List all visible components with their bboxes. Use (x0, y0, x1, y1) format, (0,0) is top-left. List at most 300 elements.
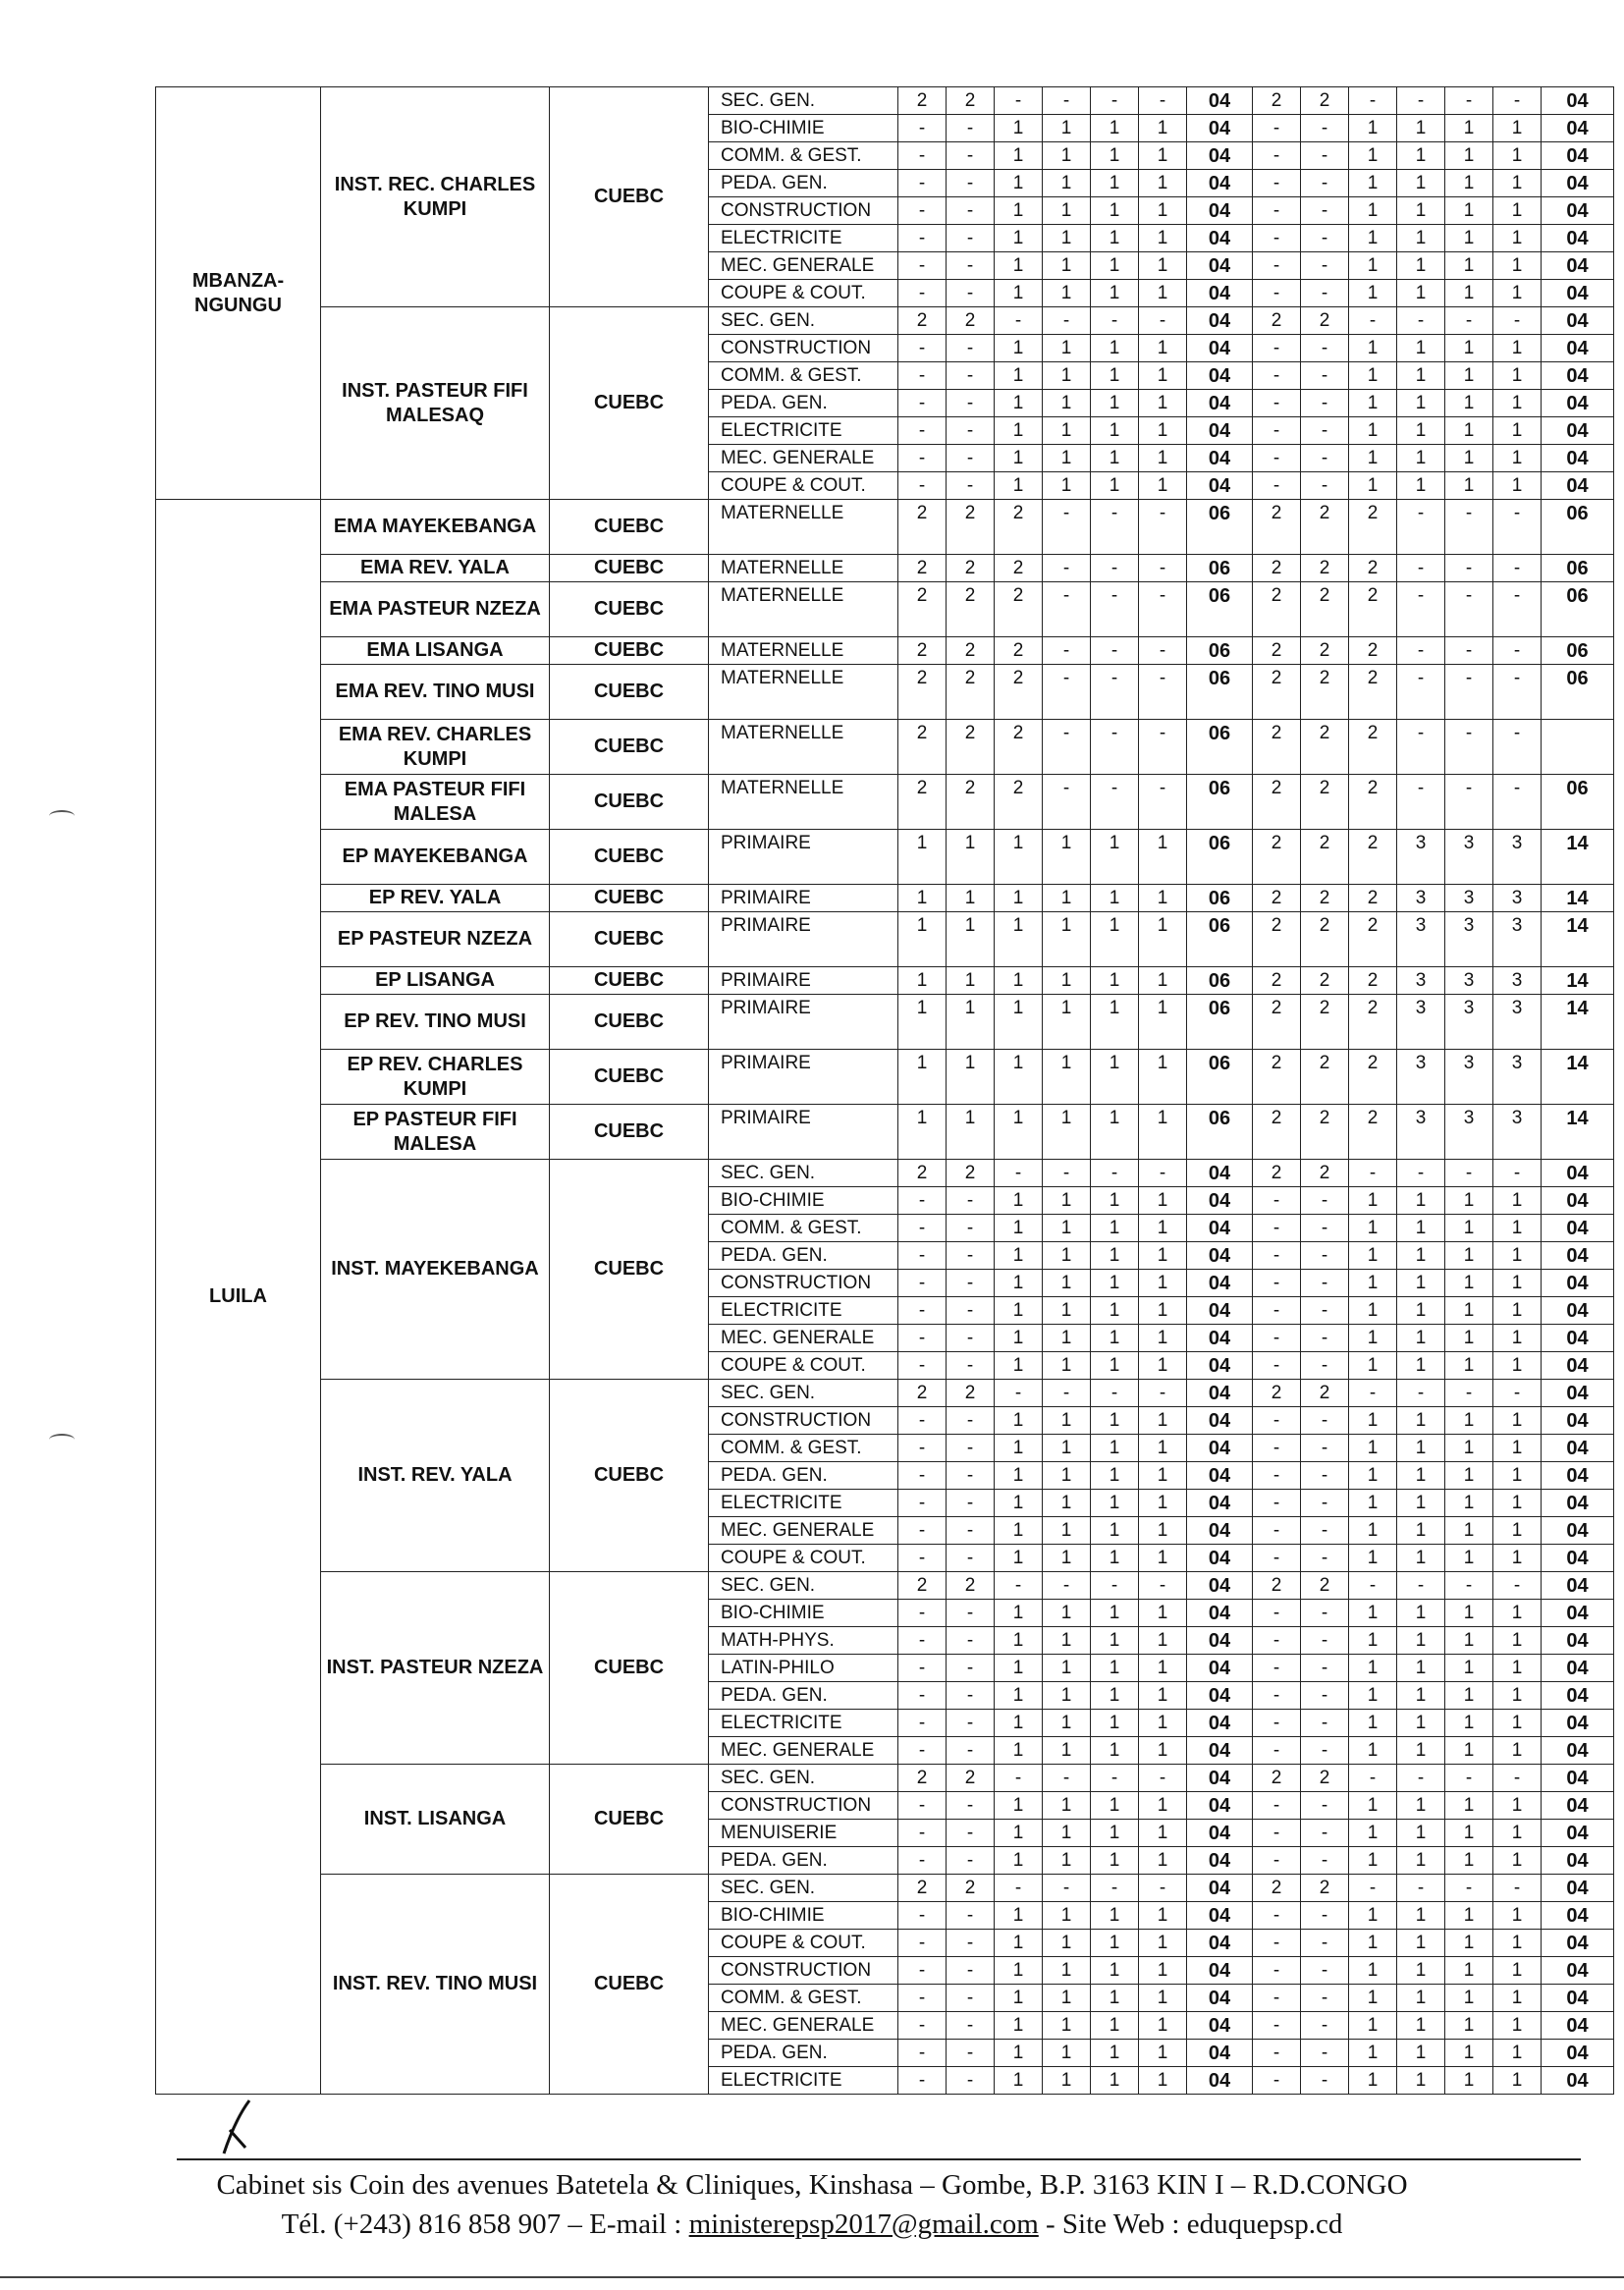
value-cell: 1 (1445, 390, 1493, 417)
section-cell: ELECTRICITE (709, 1297, 898, 1325)
total-cell: 04 (1542, 280, 1614, 307)
footer (0, 2165, 1624, 2244)
value-cell: - (1043, 307, 1091, 335)
value-cell: 1 (1043, 1297, 1091, 1325)
management-cell: CUEBC (550, 1765, 709, 1875)
value-cell: 3 (1493, 967, 1542, 995)
value-cell: - (1397, 775, 1445, 830)
value-cell: 1 (1493, 2040, 1542, 2067)
value-cell: - (947, 1930, 995, 1957)
value-cell: - (898, 1187, 947, 1215)
value-cell: 1 (995, 1050, 1043, 1105)
value-cell: - (1301, 1407, 1349, 1435)
value-cell: - (898, 1985, 947, 2012)
management-cell: CUEBC (550, 967, 709, 995)
value-cell: 1 (1445, 1957, 1493, 1985)
value-cell: - (1301, 142, 1349, 170)
footer-email-link[interactable]: ministerepsp2017@gmail.com (688, 2208, 1039, 2240)
value-cell: 1 (1445, 1710, 1493, 1737)
value-cell: 1 (1043, 335, 1091, 362)
value-cell: 1 (995, 1490, 1043, 1517)
value-cell: - (1139, 1572, 1187, 1600)
value-cell: 2 (1301, 775, 1349, 830)
value-cell: 1 (1091, 252, 1139, 280)
value-cell: 1 (1043, 885, 1091, 912)
total-cell: 04 (1542, 1930, 1614, 1957)
value-cell: - (947, 1820, 995, 1847)
value-cell: 1 (1445, 170, 1493, 197)
school-cell: INST. LISANGA (321, 1765, 550, 1875)
value-cell: - (1301, 1517, 1349, 1545)
value-cell: - (1043, 1380, 1091, 1407)
value-cell: 1 (898, 967, 947, 995)
value-cell: - (898, 1902, 947, 1930)
value-cell: - (1091, 1160, 1139, 1187)
value-cell: 1 (1397, 390, 1445, 417)
total-cell: 04 (1542, 445, 1614, 472)
value-cell: - (1043, 720, 1091, 775)
value-cell: 1 (995, 1270, 1043, 1297)
total-cell: 06 (1187, 995, 1253, 1050)
value-cell: 2 (947, 1160, 995, 1187)
total-cell: 04 (1187, 1600, 1253, 1627)
total-cell: 04 (1187, 1490, 1253, 1517)
value-cell: 1 (1091, 1297, 1139, 1325)
value-cell: 1 (1397, 1187, 1445, 1215)
section-cell: COMM. & GEST. (709, 362, 898, 390)
value-cell: 1 (1493, 1215, 1542, 1242)
value-cell: - (1139, 582, 1187, 637)
value-cell: 1 (1493, 1187, 1542, 1215)
value-cell: 1 (1139, 967, 1187, 995)
value-cell: - (1445, 637, 1493, 665)
section-cell: BIO-CHIMIE (709, 1187, 898, 1215)
value-cell: - (898, 1957, 947, 1985)
value-cell: - (947, 170, 995, 197)
section-cell: MEC. GENERALE (709, 2012, 898, 2040)
value-cell: - (1301, 2067, 1349, 2095)
value-cell: - (1445, 775, 1493, 830)
value-cell: 1 (1445, 2040, 1493, 2067)
value-cell: - (898, 362, 947, 390)
value-cell: - (898, 1325, 947, 1352)
value-cell: 2 (1253, 912, 1301, 967)
value-cell: 2 (1301, 995, 1349, 1050)
value-cell: - (898, 1627, 947, 1655)
value-cell: - (1397, 500, 1445, 555)
value-cell: 1 (1139, 1270, 1187, 1297)
value-cell: 2 (1349, 967, 1397, 995)
value-cell: 1 (1397, 1627, 1445, 1655)
value-cell: 1 (1493, 1957, 1542, 1985)
value-cell: 1 (1091, 390, 1139, 417)
value-cell: 1 (1349, 1682, 1397, 1710)
section-cell: ELECTRICITE (709, 417, 898, 445)
value-cell: - (1091, 665, 1139, 720)
value-cell: 1 (1139, 280, 1187, 307)
value-cell: 2 (1301, 1875, 1349, 1902)
value-cell: 1 (1091, 1490, 1139, 1517)
value-cell: 2 (1253, 665, 1301, 720)
value-cell: - (947, 1957, 995, 1985)
management-cell: CUEBC (550, 500, 709, 555)
value-cell: 2 (947, 500, 995, 555)
section-cell: COUPE & COUT. (709, 280, 898, 307)
value-cell: - (1253, 170, 1301, 197)
value-cell: - (1397, 1380, 1445, 1407)
value-cell: - (1493, 1765, 1542, 1792)
value-cell: 1 (995, 417, 1043, 445)
value-cell: - (1301, 1820, 1349, 1847)
value-cell: 1 (1139, 1352, 1187, 1380)
management-cell: CUEBC (550, 1050, 709, 1105)
total-cell: 06 (1542, 665, 1614, 720)
value-cell: 2 (1301, 830, 1349, 885)
value-cell: - (1445, 500, 1493, 555)
value-cell: 1 (1091, 1517, 1139, 1545)
value-cell: 1 (1349, 1325, 1397, 1352)
total-cell: 06 (1187, 912, 1253, 967)
value-cell: - (1043, 87, 1091, 115)
value-cell: 2 (898, 1380, 947, 1407)
total-cell: 14 (1542, 912, 1614, 967)
total-cell: 04 (1187, 1627, 1253, 1655)
value-cell: 1 (1139, 1407, 1187, 1435)
value-cell: - (1253, 1352, 1301, 1380)
total-cell: 04 (1542, 1545, 1614, 1572)
section-cell: CONSTRUCTION (709, 335, 898, 362)
value-cell: 1 (1493, 170, 1542, 197)
value-cell: 1 (995, 1215, 1043, 1242)
value-cell: 1 (1091, 1737, 1139, 1765)
value-cell: 1 (1445, 1682, 1493, 1710)
total-cell: 06 (1187, 500, 1253, 555)
value-cell: 2 (1301, 967, 1349, 995)
total-cell: 14 (1542, 1050, 1614, 1105)
value-cell: 1 (1139, 1050, 1187, 1105)
total-cell: 04 (1187, 1435, 1253, 1462)
value-cell: 2 (1349, 637, 1397, 665)
value-cell: 2 (1349, 500, 1397, 555)
table-row (156, 775, 1614, 830)
value-cell: - (995, 307, 1043, 335)
value-cell: - (1253, 1297, 1301, 1325)
value-cell: - (947, 390, 995, 417)
value-cell: 1 (1397, 445, 1445, 472)
value-cell: - (1091, 1875, 1139, 1902)
value-cell: - (1253, 1710, 1301, 1737)
value-cell: 1 (1139, 1325, 1187, 1352)
total-cell: 04 (1187, 252, 1253, 280)
total-cell: 06 (1542, 555, 1614, 582)
value-cell: 2 (1349, 720, 1397, 775)
value-cell: - (947, 417, 995, 445)
value-cell: 1 (1445, 252, 1493, 280)
table-row (156, 1875, 1614, 1902)
value-cell: - (1139, 637, 1187, 665)
value-cell: - (1301, 445, 1349, 472)
value-cell: 1 (1043, 1270, 1091, 1297)
value-cell: 1 (1139, 252, 1187, 280)
value-cell: 2 (995, 720, 1043, 775)
value-cell: 1 (1493, 1517, 1542, 1545)
value-cell: 3 (1493, 912, 1542, 967)
value-cell: - (1139, 665, 1187, 720)
value-cell: - (947, 1627, 995, 1655)
value-cell: - (1349, 307, 1397, 335)
value-cell: 1 (1043, 830, 1091, 885)
value-cell: 2 (1349, 1105, 1397, 1160)
value-cell: 3 (1445, 995, 1493, 1050)
section-cell: COMM. & GEST. (709, 142, 898, 170)
value-cell: 2 (1253, 1765, 1301, 1792)
value-cell: 1 (1349, 335, 1397, 362)
value-cell: 1 (995, 115, 1043, 142)
total-cell: 04 (1542, 417, 1614, 445)
table-row (156, 1160, 1614, 1187)
value-cell: 1 (1043, 1902, 1091, 1930)
value-cell: 1 (1139, 2040, 1187, 2067)
value-cell: 1 (1139, 912, 1187, 967)
value-cell: - (1397, 307, 1445, 335)
value-cell: 3 (1397, 967, 1445, 995)
value-cell: 1 (1349, 197, 1397, 225)
value-cell: - (947, 252, 995, 280)
total-cell: 04 (1187, 417, 1253, 445)
total-cell: 04 (1187, 1352, 1253, 1380)
value-cell: 1 (995, 1407, 1043, 1435)
table-row (156, 995, 1614, 1050)
value-cell: 2 (1301, 555, 1349, 582)
total-cell: 04 (1542, 197, 1614, 225)
value-cell: 2 (1301, 1572, 1349, 1600)
section-cell: SEC. GEN. (709, 1160, 898, 1187)
value-cell: 1 (1091, 1545, 1139, 1572)
section-cell: COMM. & GEST. (709, 1435, 898, 1462)
value-cell: 3 (1493, 1050, 1542, 1105)
value-cell: 1 (1397, 1215, 1445, 1242)
value-cell: 2 (995, 582, 1043, 637)
value-cell: 1 (1139, 830, 1187, 885)
value-cell: 2 (947, 87, 995, 115)
value-cell: - (898, 417, 947, 445)
value-cell: 1 (1091, 115, 1139, 142)
value-cell: 1 (898, 1050, 947, 1105)
management-cell: CUEBC (550, 1160, 709, 1380)
total-cell: 04 (1187, 2040, 1253, 2067)
value-cell: 2 (1301, 582, 1349, 637)
value-cell: 1 (1043, 1682, 1091, 1710)
total-cell: 04 (1187, 1820, 1253, 1847)
value-cell: 1 (1139, 1655, 1187, 1682)
table-row (156, 1050, 1614, 1105)
value-cell: 1 (1139, 1215, 1187, 1242)
value-cell: - (1043, 555, 1091, 582)
value-cell: - (1253, 1545, 1301, 1572)
table-row (156, 1105, 1614, 1160)
total-cell: 04 (1187, 2067, 1253, 2095)
value-cell: - (1139, 775, 1187, 830)
value-cell: 1 (1397, 335, 1445, 362)
value-cell: - (898, 2040, 947, 2067)
value-cell: 1 (1445, 115, 1493, 142)
value-cell: - (947, 472, 995, 500)
value-cell: - (1091, 500, 1139, 555)
total-cell: 06 (1542, 775, 1614, 830)
value-cell: 1 (995, 390, 1043, 417)
value-cell: - (898, 1847, 947, 1875)
value-cell: - (1253, 1600, 1301, 1627)
value-cell: 1 (995, 1627, 1043, 1655)
total-cell: 04 (1187, 1792, 1253, 1820)
value-cell: - (995, 1160, 1043, 1187)
value-cell: - (1301, 1655, 1349, 1682)
total-cell: 04 (1542, 2040, 1614, 2067)
value-cell: - (1493, 500, 1542, 555)
value-cell: - (1253, 390, 1301, 417)
value-cell: 1 (1091, 1352, 1139, 1380)
value-cell: 2 (1349, 995, 1397, 1050)
value-cell: - (1253, 1682, 1301, 1710)
section-cell: SEC. GEN. (709, 1765, 898, 1792)
value-cell: 1 (1397, 170, 1445, 197)
value-cell: - (1253, 1215, 1301, 1242)
value-cell: 2 (1301, 720, 1349, 775)
value-cell: - (1253, 1325, 1301, 1352)
value-cell: 1 (1493, 1985, 1542, 2012)
value-cell: 1 (1397, 252, 1445, 280)
value-cell: 1 (1091, 1187, 1139, 1215)
value-cell: 1 (1397, 362, 1445, 390)
value-cell: - (1445, 555, 1493, 582)
total-cell: 04 (1187, 1765, 1253, 1792)
value-cell: 1 (1043, 1957, 1091, 1985)
value-cell: - (995, 1765, 1043, 1792)
value-cell: - (1493, 1380, 1542, 1407)
value-cell: - (947, 1187, 995, 1215)
value-cell: 1 (1043, 1737, 1091, 1765)
value-cell: - (1397, 582, 1445, 637)
value-cell: 1 (1043, 1050, 1091, 1105)
section-cell: BIO-CHIMIE (709, 1902, 898, 1930)
value-cell: - (1301, 472, 1349, 500)
value-cell: 1 (1349, 115, 1397, 142)
total-cell: 06 (1187, 967, 1253, 995)
management-cell: CUEBC (550, 912, 709, 967)
table-row (156, 500, 1614, 555)
section-cell: COMM. & GEST. (709, 1985, 898, 2012)
value-cell: - (1253, 1930, 1301, 1957)
total-cell: 04 (1542, 1242, 1614, 1270)
school-cell: EP REV. TINO MUSI (321, 995, 550, 1050)
total-cell: 04 (1187, 1710, 1253, 1737)
value-cell: 1 (1397, 1792, 1445, 1820)
value-cell: 2 (898, 582, 947, 637)
total-cell: 04 (1542, 1215, 1614, 1242)
value-cell: 1 (995, 1792, 1043, 1820)
school-cell: EMA REV. YALA (321, 555, 550, 582)
total-cell: 04 (1187, 1737, 1253, 1765)
total-cell: 04 (1187, 1297, 1253, 1325)
total-cell: 04 (1542, 1352, 1614, 1380)
section-cell: BIO-CHIMIE (709, 1600, 898, 1627)
total-cell: 04 (1542, 1902, 1614, 1930)
value-cell: 1 (995, 1985, 1043, 2012)
value-cell: 1 (1349, 1655, 1397, 1682)
value-cell: 1 (1397, 1682, 1445, 1710)
value-cell: 2 (1253, 1875, 1301, 1902)
value-cell: 1 (1091, 1435, 1139, 1462)
total-cell: 04 (1542, 1572, 1614, 1600)
value-cell: 2 (947, 775, 995, 830)
value-cell: - (898, 1462, 947, 1490)
value-cell: 1 (1493, 1600, 1542, 1627)
value-cell: 2 (1301, 1105, 1349, 1160)
value-cell: - (947, 1352, 995, 1380)
school-cell: INST. REV. YALA (321, 1380, 550, 1572)
value-cell: - (898, 1655, 947, 1682)
value-cell: - (1139, 1875, 1187, 1902)
value-cell: 1 (1139, 1820, 1187, 1847)
value-cell: - (898, 1352, 947, 1380)
value-cell: 1 (1445, 1297, 1493, 1325)
value-cell: 1 (1397, 1462, 1445, 1490)
value-cell: 1 (1043, 967, 1091, 995)
value-cell: 2 (947, 555, 995, 582)
value-cell: 1 (1493, 362, 1542, 390)
value-cell: - (1493, 307, 1542, 335)
total-cell: 04 (1542, 1490, 1614, 1517)
value-cell: 1 (1397, 1930, 1445, 1957)
value-cell: - (898, 390, 947, 417)
value-cell: - (1253, 335, 1301, 362)
value-cell: 1 (1445, 445, 1493, 472)
value-cell: - (1445, 1875, 1493, 1902)
value-cell: - (947, 1435, 995, 1462)
value-cell: - (1253, 1435, 1301, 1462)
value-cell: - (947, 1737, 995, 1765)
value-cell: 1 (1349, 1490, 1397, 1517)
total-cell: 04 (1187, 1270, 1253, 1297)
value-cell: - (1445, 1572, 1493, 1600)
value-cell: - (1253, 1985, 1301, 2012)
value-cell: 1 (1397, 1847, 1445, 1875)
total-cell: 04 (1187, 87, 1253, 115)
value-cell: 1 (1397, 1490, 1445, 1517)
value-cell: 2 (898, 1765, 947, 1792)
section-cell: PEDA. GEN. (709, 390, 898, 417)
value-cell: - (898, 1242, 947, 1270)
value-cell: 1 (1091, 472, 1139, 500)
value-cell: 1 (1397, 417, 1445, 445)
value-cell: 1 (1397, 225, 1445, 252)
value-cell: - (1301, 225, 1349, 252)
value-cell: 3 (1397, 885, 1445, 912)
value-cell: 1 (1043, 472, 1091, 500)
value-cell: - (947, 280, 995, 307)
value-cell: - (1301, 1985, 1349, 2012)
value-cell: - (1349, 1875, 1397, 1902)
value-cell: 1 (1091, 362, 1139, 390)
value-cell: - (947, 1682, 995, 1710)
value-cell: 1 (1445, 1627, 1493, 1655)
value-cell: 1 (1349, 225, 1397, 252)
value-cell: - (1349, 1160, 1397, 1187)
value-cell: - (1253, 1242, 1301, 1270)
total-cell: 04 (1542, 225, 1614, 252)
value-cell: 1 (1091, 830, 1139, 885)
value-cell: - (1139, 1160, 1187, 1187)
